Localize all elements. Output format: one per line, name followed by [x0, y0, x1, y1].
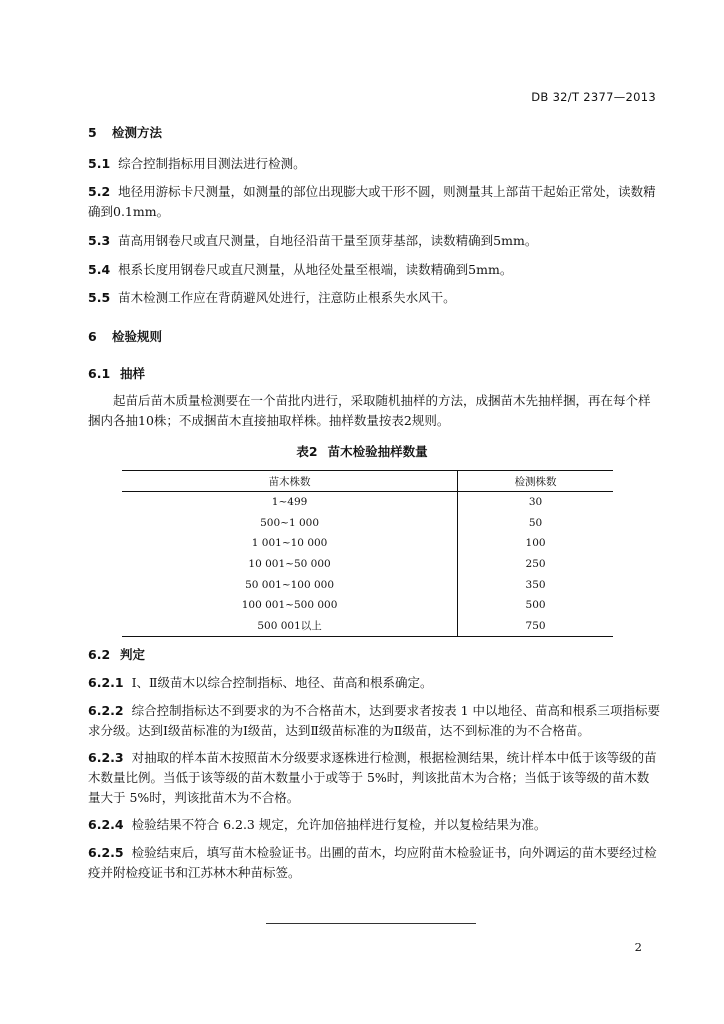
clause-text: 苗木检测工作应在背荫避风处进行，注意防止根系失水风干。	[118, 290, 456, 305]
subsection-title: 判定	[120, 647, 146, 662]
section-number: 6	[88, 329, 97, 344]
clause-5-4	[88, 260, 660, 280]
cell-seedling-count: 500 001以上	[122, 616, 458, 637]
cell-seedling-count: 1~499	[271, 496, 308, 509]
clause-5-3	[88, 231, 660, 251]
section-title: 检验规则	[112, 329, 163, 344]
subsection-6-1-heading	[88, 364, 145, 382]
cell-seedling-count: 50 001~100 000	[245, 578, 335, 591]
cell-tested-count: 500	[458, 595, 613, 616]
clause-number: 5.1	[88, 156, 111, 171]
doc-code: DB 32/T 2377—2013	[531, 90, 656, 104]
clause-text: 地径用游标卡尺测量，如测量的部位出现膨大或干形不圆，则测量其上部苗干起始正常处，读数精确到0.1mm。	[88, 184, 656, 219]
table-row	[122, 513, 613, 534]
sampling-paragraph: 起苗后苗木质量检测要在一个苗批内进行，采取随机抽样的方法，成捆苗木先抽样捆，再在每个样捆内各抽10株；不成捆苗木直接抽取样株。抽样数量按表2规则。	[88, 393, 651, 428]
subsection-title: 抽样	[120, 366, 146, 381]
header-tested-count: 检测株数	[458, 471, 613, 492]
cell-tested-count: 350	[458, 574, 613, 595]
header-seedling-count: 苗木株数	[122, 471, 458, 492]
section-6-heading	[88, 327, 162, 345]
subsection-number: 6.1	[88, 366, 111, 381]
cell-seedling-count: 1 001~10 000	[251, 537, 328, 550]
table-row	[122, 574, 613, 595]
section-5-heading	[88, 123, 162, 141]
cell-seedling-count: 100 001~500 000	[241, 599, 338, 612]
clause-number: 5.2	[88, 184, 111, 199]
section-title: 检测方法	[112, 125, 163, 140]
clause-5-1	[88, 154, 660, 174]
clause-5-5	[88, 288, 660, 308]
cell-tested-count: 750	[458, 616, 613, 637]
clause-6-2-5	[88, 843, 660, 883]
clause-text: 根系长度用钢卷尺或直尺测量，从地径处量至根端，读数精确到5mm。	[118, 262, 513, 277]
end-rule	[266, 923, 476, 924]
cell-tested-count: 30	[458, 492, 613, 513]
table-label: 表2	[296, 444, 318, 459]
clause-text: 综合控制指标用目测法进行检测。	[118, 156, 306, 171]
clause-number: 5.3	[88, 233, 111, 248]
sampling-table	[122, 470, 613, 637]
clause-number: 6.2.3	[88, 750, 124, 765]
cell-tested-count: 50	[458, 513, 613, 534]
clause-number: 5.5	[88, 290, 111, 305]
clause-number: 6.2.2	[88, 703, 124, 718]
cell-seedling-count: 500~1 000	[260, 516, 320, 529]
clause-number: 5.4	[88, 262, 111, 277]
clause-6-2-4	[88, 815, 660, 835]
table-title: 苗木检验抽样数量	[327, 444, 428, 459]
table-caption	[0, 442, 724, 460]
table-row	[122, 595, 613, 616]
clause-6-2-3	[88, 748, 660, 808]
clause-number: 6.2.1	[88, 675, 124, 690]
subsection-number: 6.2	[88, 647, 111, 662]
table-row	[122, 533, 613, 554]
cell-tested-count: 100	[458, 533, 613, 554]
clause-6-2-1	[88, 673, 660, 693]
clause-text: 检验结果不符合 6.2.3 规定，允许加倍抽样进行复检，并以复检结果为准。	[131, 817, 547, 832]
clause-text: 检验结束后，填写苗木检验证书。出圃的苗木，均应附苗木检验证书，向外调运的苗木要经过检疫并附检疫证书和江苏林木种苗标签。	[88, 845, 657, 880]
table-row	[122, 554, 613, 575]
clause-text: 综合控制指标达不到要求的为不合格苗木，达到要求者按表 1 中以地径、苗高和根系三项指标要求分级。达到Ⅰ级苗标准的为Ⅰ级苗，达到Ⅱ级苗标准的为Ⅱ级苗，达不到标准的为不合格苗。	[88, 703, 660, 738]
subsection-6-2-heading	[88, 645, 145, 663]
page-number: 2	[634, 940, 642, 954]
section-number: 5	[88, 125, 97, 140]
clause-6-2-2	[88, 701, 660, 741]
table-header-row	[122, 471, 613, 492]
table-row	[122, 492, 613, 513]
cell-seedling-count: 10 001~50 000	[248, 558, 331, 571]
cell-tested-count: 250	[458, 554, 613, 575]
clause-5-2	[88, 182, 660, 222]
clause-text: 苗高用钢卷尺或直尺测量，自地径沿苗干量至顶芽基部，读数精确到5mm。	[118, 233, 538, 248]
clause-number: 6.2.4	[88, 817, 124, 832]
table-row	[122, 616, 613, 637]
clause-text: 对抽取的样本苗木按照苗木分级要求逐株进行检测，根据检测结果，统计样本中低于该等级的苗木数量比例。当低于该等级的苗木数量小于或等于 5%时，判该批苗木为合格；当低于该等级的苗木数量大于 5%时，判该批苗木为不合格。	[88, 750, 657, 805]
clause-text: Ⅰ、Ⅱ级苗木以综合控制指标、地径、苗高和根系确定。	[131, 675, 433, 690]
clause-number: 6.2.5	[88, 845, 124, 860]
